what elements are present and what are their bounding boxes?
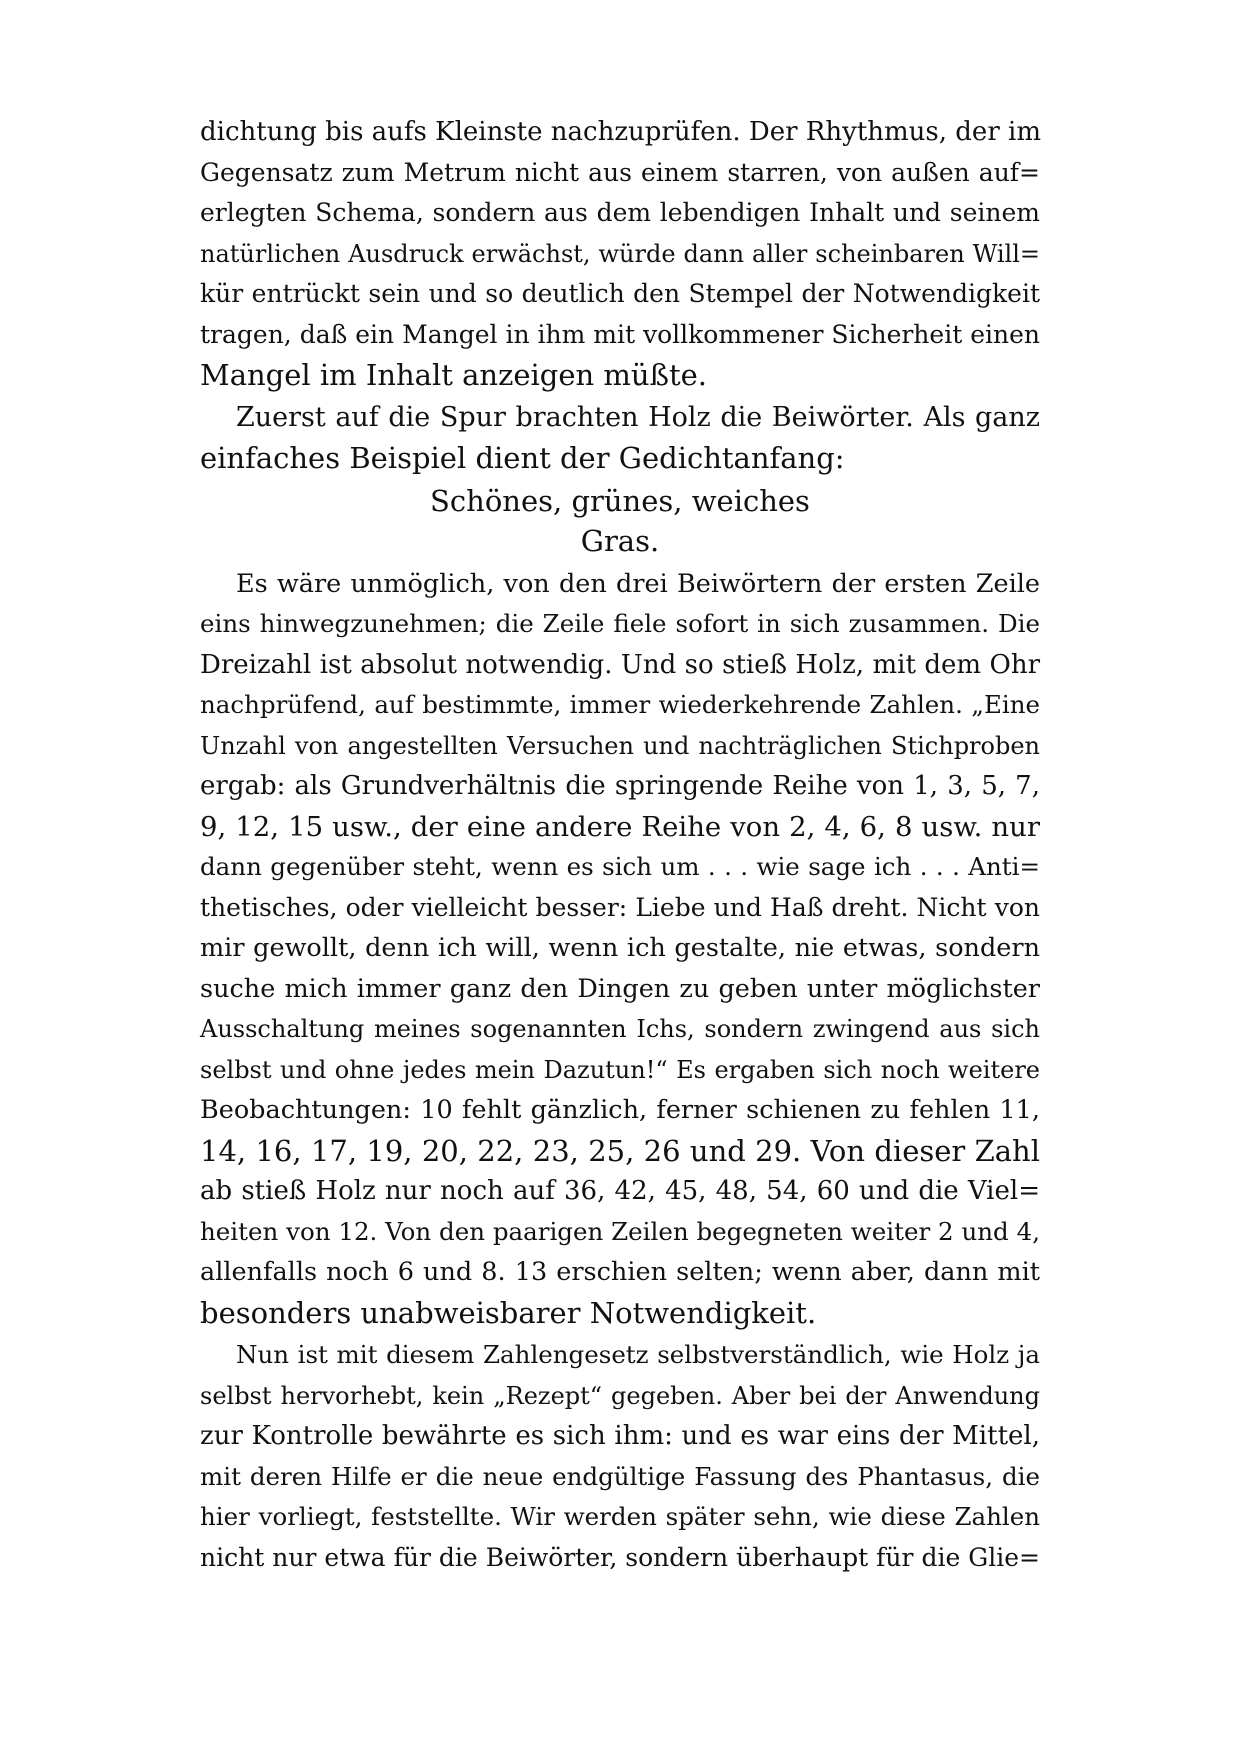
text-line: Beobachtungen: 10 fehlt gänzlich, ferner schienen zu fehlen 11, — [200, 1095, 1040, 1125]
text-line: Dreizahl ist absolut notwendig. Und so stieß Holz, mit dem Ohr — [200, 649, 1040, 680]
text-line: thetisches, oder vielleicht besser: Liebe und Haß dreht. Nicht von — [200, 892, 1040, 922]
text-line: tragen, daß ein Mangel in ihm mit vollkommener Sicherheit einen — [200, 319, 1040, 349]
text-line: dichtung bis aufs Kleinste nachzuprüfen. Der Rhythmus, der im — [200, 117, 1041, 147]
text-line: dann gegenüber steht, wenn es sich um . . . wie sage ich . . . Anti= — [200, 852, 1040, 881]
text-line: Ausschaltung meines sogenannten Ichs, sondern zwingend aus sich — [200, 1015, 1040, 1043]
text-line: eins hinwegzunehmen; die Zeile fiele sofort in sich zusammen. Die — [200, 609, 1040, 638]
text-line: kür entrückt sein und so deutlich den Stempel der Notwendigkeit — [200, 279, 1040, 308]
text-line: selbst und ohne jedes mein Dazutun!“ Es ergaben sich noch weitere — [200, 1055, 1040, 1084]
verse-line: Gras. — [580, 524, 660, 558]
text-line: Mangel im Inhalt anzeigen müßte. — [200, 358, 708, 392]
paragraph-4 — [200, 1335, 1040, 1578]
text-line: natürlichen Ausdruck erwächst, würde dann aller scheinbaren Will= — [200, 239, 1040, 268]
paragraph-3 — [200, 564, 1040, 1334]
text-line: einfaches Beispiel dient der Gedichtanfang: — [200, 441, 845, 475]
verse-quote — [200, 481, 1040, 562]
text-line: allenfalls noch 6 und 8. 13 erschien selten; wenn aber, dann mit — [200, 1257, 1040, 1287]
book-page — [200, 112, 1040, 1578]
text-line: zur Kontrolle bewährte es sich ihm: und es war eins der Mittel, — [200, 1421, 1040, 1451]
text-line: suche mich immer ganz den Dingen zu geben unter möglichster — [200, 973, 1040, 1004]
text-line: besonders unabweisbarer Notwendigkeit. — [200, 1295, 817, 1330]
text-line: Es wäre unmöglich, von den drei Beiwörtern der ersten Zeile — [236, 568, 1040, 599]
text-line: ab stieß Holz nur noch auf 36, 42, 45, 48, 54, 60 und die Viel= — [200, 1176, 1040, 1206]
verse-line: Schönes, grünes, weiches — [430, 483, 810, 518]
text-line: 14, 16, 17, 19, 20, 22, 23, 25, 26 und 29. Von dieser Zahl — [200, 1133, 1040, 1168]
text-line: mir gewollt, denn ich will, wenn ich gestalte, nie etwas, sondern — [200, 933, 1040, 963]
text-line: heiten von 12. Von den paarigen Zeilen begegneten weiter 2 und 4, — [200, 1216, 1040, 1246]
text-line: Unzahl von angestellten Versuchen und nachträglichen Stichproben — [200, 731, 1040, 760]
text-line: 9, 12, 15 usw., der eine andere Reihe von 2, 4, 6, 8 usw. nur — [200, 810, 1040, 843]
paragraph-1 — [200, 112, 1040, 396]
text-line: Zuerst auf die Spur brachten Holz die Beiwörter. Als ganz — [236, 401, 1040, 433]
text-line: erlegten Schema, sondern aus dem lebendigen Inhalt und seinem — [200, 198, 1040, 227]
text-line: Nun ist mit diesem Zahlengesetz selbstverständlich, wie Holz ja — [236, 1340, 1040, 1369]
text-line: Gegensatz zum Metrum nicht aus einem starren, von außen auf= — [200, 157, 1040, 187]
text-line: selbst hervorhebt, kein „Rezept“ gegeben. Aber bei der Anwendung — [200, 1381, 1040, 1410]
text-line: mit deren Hilfe er die neue endgültige Fassung des Phantasus, die — [200, 1461, 1040, 1491]
text-line: hier vorliegt, feststellte. Wir werden später sehn, wie diese Zahlen — [200, 1502, 1040, 1531]
text-line: ergab: als Grundverhältnis die springende Reihe von 1, 3, 5, 7, — [200, 771, 1040, 801]
paragraph-2 — [200, 398, 1040, 479]
text-line: nachprüfend, auf bestimmte, immer wiederkehrende Zahlen. „Eine — [200, 690, 1040, 719]
text-line: nicht nur etwa für die Beiwörter, sondern überhaupt für die Glie= — [200, 1542, 1040, 1572]
